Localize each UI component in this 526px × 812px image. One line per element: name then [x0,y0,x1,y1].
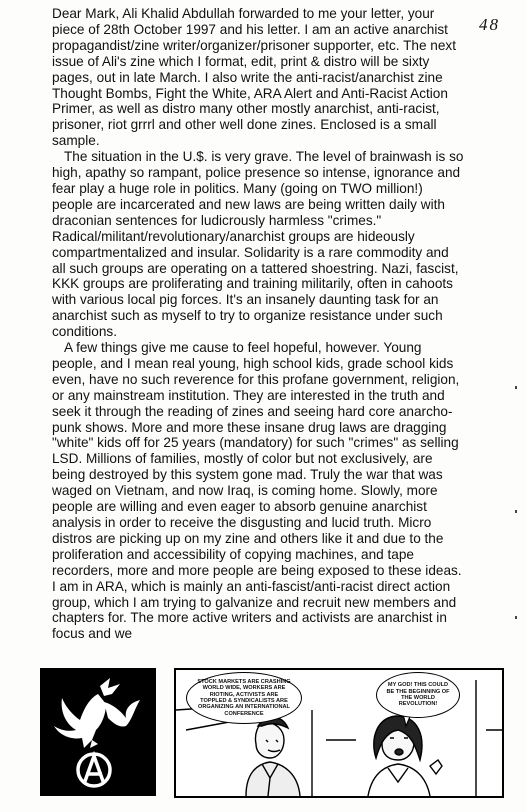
letter-paragraph: A few things give me cause to feel hopeful, however. Young people, and I mean real young, high school kids, grade school kids even, have no such reverence for this profane government, religion, or any mainstream institution. They are interested in the truth and seek it through the reading of zines and seeing hard core anarcho-punk shows. More and more these insane drug laws are dragging "white" kids off for 25 years (mandatory) for such "crimes" as selling LSD. Millions of families, mostly of color but not exclusively, are being destroyed by this system gone mad. Truly the war that was waged on Vietnam, and now Iraq, is coming home. Slowly, more people are willing and even eager to absorb genuine anarchist analysis in order to receive the disgusting and lucid truth. Micro distros are picking up on my zine and others like it and due to the proliferation and accessibility of copying machines, and tape recorders, more and more people are being exposed to these ideas. I am in ARA, which is mainly an anti-fascist/anti-racist direct action group, which I am trying to galvanize and recruit new members and chapters for. The more active writers and activists are anarchist in focus and we [52,340,462,642]
letter-body [52,6,466,642]
letter-paragraph: Dear Mark, Ali Khalid Abdullah forwarded to me your letter, your piece of 28th October 1997 and his letter. I am an active anarchist propagandist/zine writer/organizer/prisoner supporter, etc. The next issue of Ali's zine which I format, edit, print & distro will be sixty pages, out in late March. I also write the anti-racist/anarchist zine Thought Bombs, Fight the White, ARA Alert and Anti-Racist Action Primer, as well as distro many other mostly anarchist, anti-racist, prisoner, riot grrrl and other well done zines. Enclosed is a small sample. [52,6,457,149]
speech-bubble-left: STOCK MARKETS ARE CRASHING WORLD WIDE, WORKERS ARE RIOTING, ACTIVISTS ARE TOPPLED & SYNDICALISTS ARE ORGANIZING AN INTERNATIONAL CONFERENCE [186,672,302,724]
speech-bubble-right: MY GOD! THIS COULD BE THE BEGINNING OF THE WORLD REVOLUTION! [376,672,460,718]
scan-speck [515,510,517,513]
letter-paragraph: The situation in the U.$. is very grave. The level of brainwash is so high, apathy so rampant, police presence so intense, ignorance and fear play a huge role in politics. Many (going on TWO million!) people are incarcerated and new laws are being written daily with draconian sentences for ludicrously harmless "crimes." Radical/militant/revolutionary/anarchist groups are hideously compartmentalized and insular. Solidarity is a rare commodity and all such groups are operating on a tattered shoestring. Nazi, fascist, KKK groups are proliferating and training militarily, often in cahoots with various local pig forces. It's an insanely daunting task for an anarchist such as myself to try to organize resistance under such conditions. [52,149,464,340]
scan-speck [515,386,517,389]
scan-speck [515,616,517,619]
illustration-row [40,668,480,808]
black-eagle-anarchy-emblem-icon [40,668,156,796]
comic-panel [174,668,504,798]
page-number: 48 [479,15,500,34]
